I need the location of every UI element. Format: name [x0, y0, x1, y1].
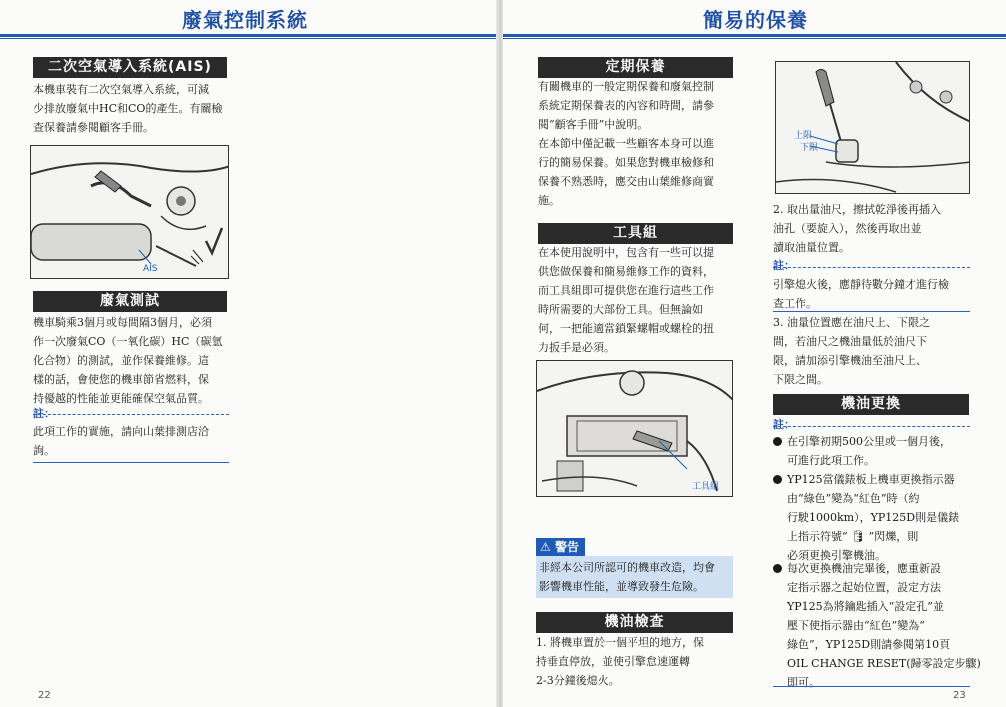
oil-note-label: 註：: [773, 259, 795, 272]
page-number-left: 22: [38, 690, 51, 701]
oil-change-bullet-3: 每次更換機油完畢後，應重新設 定指示器之起始位置，設定方法 YP125為將鑰匙插入“設定孔”並 壓下使指示器由“紅色”變為“ 綠色”，YP125D則請參閱第10頁 OIL CHANGE RESET(歸零設定步驟) 即可。: [773, 559, 978, 692]
ais-text: 本機車裝有二次空氣導入系統，可減 少排放廢氣中HC和CO的產生。有關檢 查保養請參閱顧客手冊。: [33, 83, 223, 134]
oil-check-step2: 2. 取出量油尺，擦拭乾淨後再插入 油孔（要旋入），然後再取出並 讀取油量位置。: [773, 203, 941, 254]
oil-check-step3: 3. 油量位置應在油尺上、下限之 間，若油尺之機油量低於油尺下 限，請加添引擎機油至油尺上、 下限之間。: [773, 316, 930, 386]
page-header-left: 廢氣控制系統: [182, 8, 308, 32]
bullet-dot-icon: [773, 564, 782, 573]
warning-header: [536, 538, 585, 556]
note-rule: [33, 414, 229, 415]
section-title-emission-test: 廢氣測試: [33, 291, 227, 312]
page-number-right: 23: [953, 690, 966, 701]
oil-change-end-rule: [773, 686, 970, 687]
emission-note-text: 此項工作的實施，請向山葉排測店洽 詢。: [33, 425, 209, 457]
oil-change-bullet-2: YP125當儀錶板上機車更換指示器 由“綠色”變為“紅色”時（約 行駛1000km），YP125D則是儀錶 上指示符號“ 🛢 ”閃爍，則 必須更換引擎機油。: [773, 470, 978, 565]
oil-change-bullet-1: 在引擎初期500公里或一個月後， 可進行此項工作。: [773, 432, 978, 470]
warning-body: 非經本公司所認可的機車改造，均會 影響機車性能，並導致發生危險。: [536, 556, 733, 598]
ais-figure-label: AIS: [143, 264, 158, 274]
section-title-oil-change: 機油更換: [773, 394, 969, 415]
toolkit-figure-label: 工具組: [692, 482, 720, 492]
dipstick-illustration: [775, 61, 970, 194]
warning-label: 警告: [554, 540, 579, 554]
dipstick-upper-label: 上限: [794, 131, 813, 141]
emission-test-text: 機車騎乘3個月或每間隔3個月，必須 作一次廢氣CO（一氧化碳）HC（碳氫 化合物）的測試，並作保養維修。這 樣的話，會使您的機車節省燃料，保 持優越的性能並更能確保空氣品質。: [33, 316, 223, 405]
bullet-dot-icon: [773, 437, 782, 446]
section-title-periodic: 定期保養: [538, 57, 733, 78]
header-rule-right: [503, 34, 1006, 39]
oil-check-step1: 1. 將機車置於一個平坦的地方，保 持垂直停放，並使引擎怠速運轉 2-3分鐘後熄火。: [536, 636, 704, 687]
oil-change-note-rule: [773, 426, 970, 427]
bullet-dot-icon: [773, 475, 782, 484]
left-page: [0, 0, 497, 707]
oil-change-note-label: 註：: [773, 418, 795, 431]
header-rule-left: [0, 34, 497, 39]
warning-triangle-icon: ⚠: [540, 540, 551, 554]
oil-note-rule: [773, 267, 970, 268]
section-title-toolkit: 工具組: [538, 223, 733, 244]
right-page: [503, 0, 1006, 707]
oil-note-text: 引擎熄火後，應靜待數分鐘才進行檢 查工作。: [773, 278, 949, 310]
toolkit-text: 在本使用說明中，包含有一些可以提 供您做保養和簡易維修工作的資料， 而工具組即可提供您在進行這些工作 時所需要的大部份工具。但無論如 何，一把能適當鎖緊螺帽或螺栓的扭 力扳手是必須。: [538, 246, 714, 354]
dipstick-lower-label: 下限: [800, 143, 819, 153]
section-title-oil-check: 機油檢查: [536, 612, 733, 633]
page-header-right: 簡易的保養: [703, 8, 808, 32]
periodic-text: 有關機車的一般定期保養和廢氣控制 系統定期保養表的內容和時間，請參 閱“顧客手冊”中說明。 在本節中僅記載一些顧客本身可以進 行的簡易保養。如果您對機車檢修和 保養不熟悉時，應交由山葉維修商實 施。: [538, 80, 714, 207]
note-end-rule: [33, 462, 229, 463]
oil-note-end-rule: [773, 311, 970, 312]
section-title-ais: 二次空氣導入系統(AIS): [33, 57, 227, 78]
ais-illustration: [30, 145, 229, 279]
toolkit-illustration: [536, 360, 733, 497]
emission-note-label: 註：: [33, 407, 55, 420]
